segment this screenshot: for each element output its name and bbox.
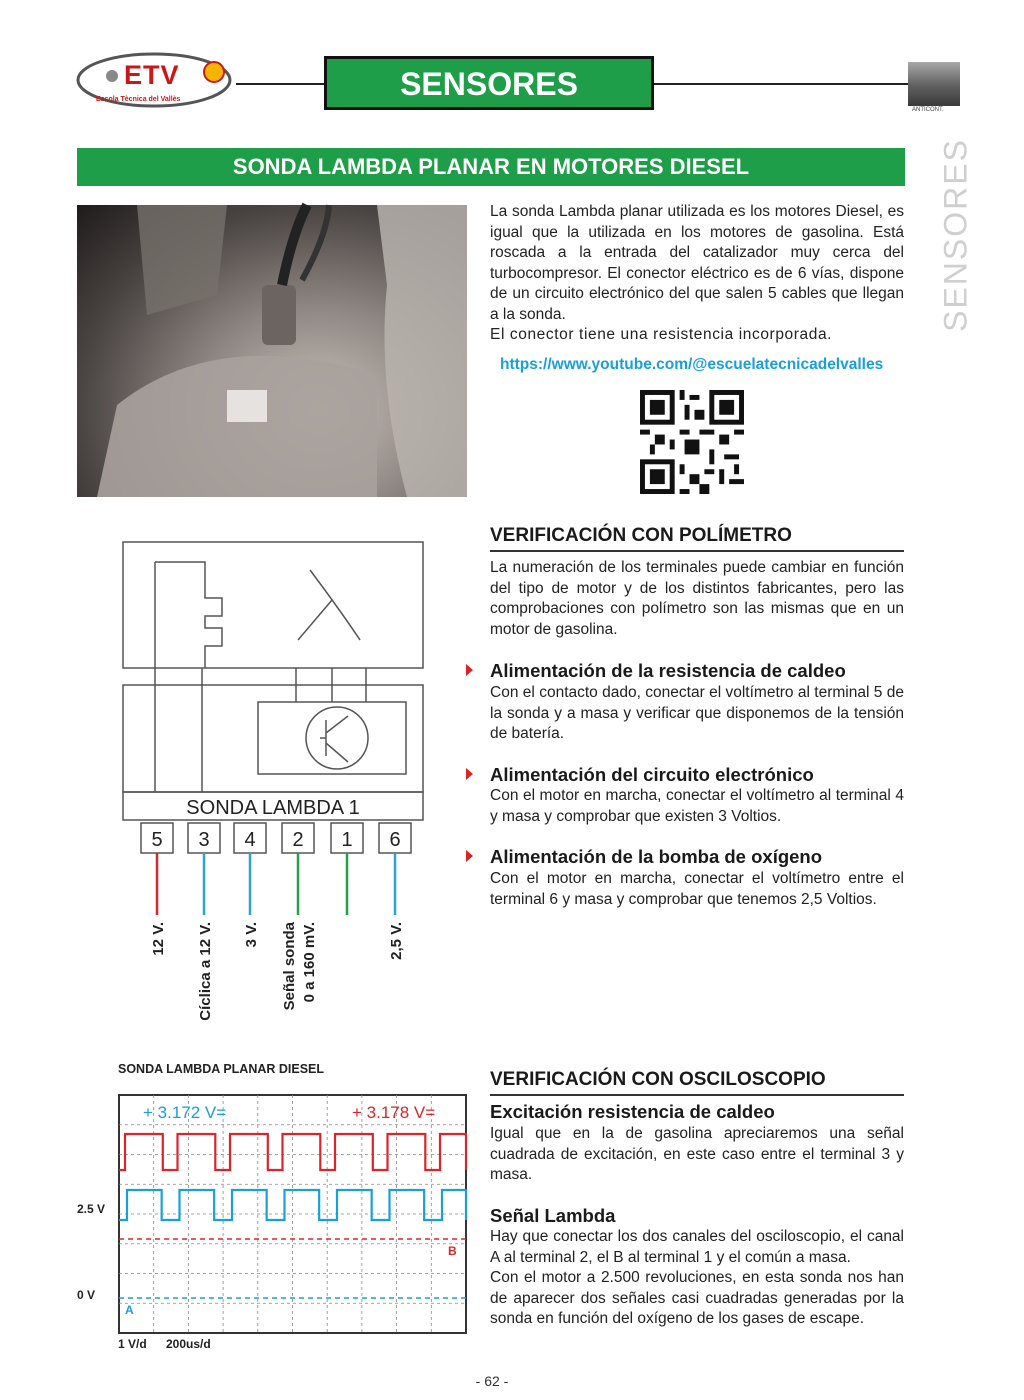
terminal-label: Señal sonda (281, 922, 298, 1011)
logo-subtitle: Escola Tècnica del Vallès (96, 96, 181, 103)
senal-lambda-text-b: Con el motor a 2.500 revoluciones, en esta sonda nos han de aparecer dos señales casi cuadradas generadas por la sonda en función del oxígeno de los gases de escape. (490, 1269, 904, 1327)
oscilloscope-trace (77, 1090, 470, 1355)
terminal-group (141, 823, 411, 1021)
terminal-label: 3 V. (243, 922, 260, 948)
page-title: SENSORES (324, 56, 654, 110)
check-text-electronico-p: Con el motor en marcha, conectar el voltímetro al terminal 4 y masa y comprobar que existen 3 Voltios. (490, 787, 904, 825)
connector-diagram (120, 540, 430, 1040)
terminal-number: 6 (389, 829, 401, 851)
terminal-number: 1 (341, 829, 353, 851)
excitacion-text (490, 1124, 904, 1186)
excitacion-title: Excitación resistencia de caldeo (490, 1101, 775, 1122)
bullet-marker (466, 768, 473, 780)
lambda-curve (310, 570, 360, 640)
sensor-photo (77, 205, 467, 497)
check-text-bomba-p: Con el motor en marcha, conectar el voltímetro entre el terminal 6 y masa y comprobar que tenemos 2,5 Voltios. (490, 870, 904, 908)
bullet-marker (466, 664, 473, 676)
marker-b: B (448, 1244, 457, 1258)
intro-paragraph-2: El conector tiene una resistencia incorporada. (490, 326, 833, 343)
terminal-label: 2,5 V. (388, 922, 405, 960)
section-banner: SONDA LAMBDA PLANAR EN MOTORES DIESEL (77, 148, 905, 186)
senal-lambda-text (490, 1227, 904, 1330)
check-text-electronico (490, 786, 904, 827)
check-title-caldeo: Alimentación de la resistencia de caldeo (490, 660, 846, 681)
marker-a: A (125, 1303, 134, 1317)
osciloscopio-rule (490, 1094, 904, 1096)
terminal-label: Cíclica a 12 V. (197, 922, 214, 1021)
senal-lambda-text-a: Hay que conectar los dos canales del osciloscopio, el canal A al terminal 2, el B al terminal 1 y el común a masa. (490, 1228, 904, 1266)
polimetro-heading: VERIFICACIÓN CON POLÍMETRO (490, 525, 792, 546)
scale-time: 200us/d (166, 1337, 211, 1351)
sensor-thumbnail (908, 62, 960, 106)
polimetro-intro (490, 558, 904, 640)
terminal-label: 0 a 160 mV. (301, 922, 318, 1003)
photo-illustration (77, 205, 467, 497)
polimetro-rule (490, 550, 904, 552)
side-tab-label: SENSORES (937, 138, 974, 332)
check-title-electronico: Alimentación del circuito electrónico (490, 764, 814, 785)
transistor-box (258, 702, 406, 774)
electronics-box (123, 685, 423, 792)
qr-code[interactable] (640, 390, 744, 494)
header-rule-left (236, 83, 324, 85)
terminal-number: 3 (198, 829, 210, 851)
thumbnail-label: ANTICONT. (912, 107, 944, 113)
level-25v: 2.5 V (77, 1202, 106, 1216)
sensor-element-box (123, 542, 423, 668)
header-rule-right (654, 83, 908, 85)
intro-text (490, 202, 904, 346)
cursor-a-readout: + 3.172 V= (143, 1103, 227, 1122)
terminal-number: 5 (151, 829, 163, 851)
youtube-link[interactable]: https://www.youtube.com/@escuelatecnicadelvalles (500, 356, 884, 373)
diagram-label: SONDA LAMBDA 1 (186, 797, 360, 819)
transistor-symbol (306, 707, 368, 769)
check-text-bomba (490, 869, 904, 910)
intro-paragraph-1: La sonda Lambda planar utilizada es los motores Diesel, es igual que la utilizada en los motores de gasolina. Está roscada a la entrada del catalizador muy cerca del turbocompresor. El conector eléctrico es de 6 vías, dispone de un circuito electrónico del que salen 5 cables que llegan a la sonda. (490, 203, 904, 323)
logo-text: ETV (124, 60, 180, 90)
scale-volts: 1 V/d (118, 1337, 147, 1351)
senal-lambda-title: Señal Lambda (490, 1205, 616, 1226)
bullet-marker (466, 850, 473, 862)
check-text-caldeo-p: Con el contacto dado, conectar el voltímetro al terminal 5 de la sonda y a masa y verificar que disponemos de la tensión de batería. (490, 684, 904, 742)
heater-symbol (155, 562, 222, 668)
osciloscopio-heading: VERIFICACIÓN CON OSCILOSCOPIO (490, 1069, 826, 1090)
side-tab (916, 138, 976, 332)
terminal-label: 12 V. (150, 922, 167, 956)
scope-title: SONDA LAMBDA PLANAR DIESEL (118, 1062, 325, 1076)
polimetro-intro-text: La numeración de los terminales puede cambiar en función del tipo de motor y de los distintos fabricantes, pero las comprobaciones con polímetro son las mismas que en un motor de gasolina. (490, 559, 904, 638)
check-title-bomba: Alimentación de la bomba de oxígeno (490, 846, 823, 867)
excitacion-text-p: Igual que en la de gasolina apreciaremos una señal cuadrada de excitación, en este caso entre el terminal 3 y masa. (490, 1125, 904, 1183)
cursor-b-readout: + 3.178 V= (352, 1103, 436, 1122)
check-text-caldeo (490, 683, 904, 745)
terminal-number: 4 (244, 829, 256, 851)
page-number: - 62 - (475, 1373, 509, 1389)
terminal-number: 2 (292, 829, 304, 851)
level-0v: 0 V (77, 1288, 96, 1302)
